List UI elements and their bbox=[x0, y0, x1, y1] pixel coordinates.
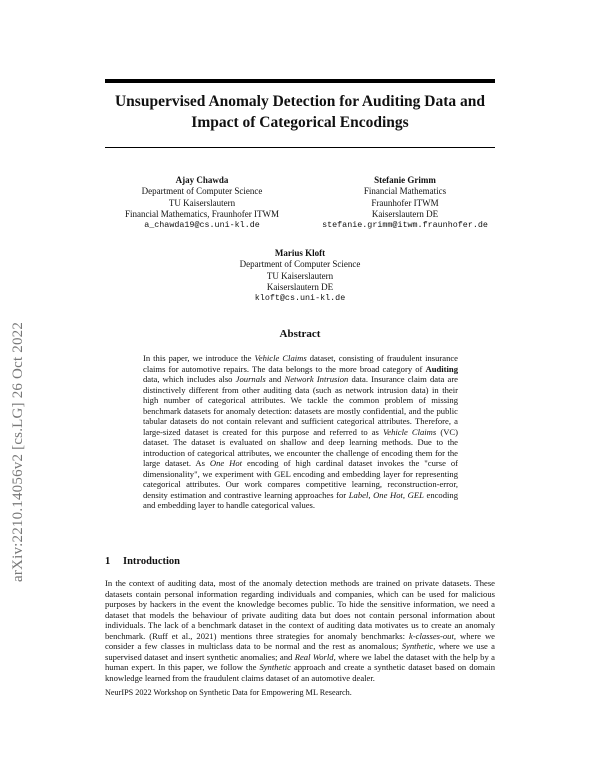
footer-note: NeurIPS 2022 Workshop on Synthetic Data for Empowering ML Research. bbox=[105, 688, 352, 697]
title-bottom-rule bbox=[105, 147, 495, 148]
author-affiliation: Fraunhofer ITWM bbox=[371, 197, 439, 208]
abstract-body: In this paper, we introduce the Vehicle Claims dataset, consisting of fraudulent insurance claims for automotive repairs. The data belongs to the more broad category of Auditing data, which includes also Journals and Network Intrusion data. Insurance claim data are distinctively different from other auditing data (such as network intrusion data) in their high number of categorical attributes. We tackle the common problem of missing benchmark datasets for anomaly detection: datasets are mostly confidential, and the public tabular datasets do not contain relevant and sufficient categorical attributes. Therefore, a large-sized dataset is created for this purpose and referred to as Vehicle Claims (VC) dataset. The dataset is evaluated on shallow and deep learning methods. Due to the introduction of categorical attributes, we encounter the challenge of encoding them for the large dataset. As One Hot encoding of high cardinal dataset invokes the "curse of dimensionality", we experiment with GEL encoding and embedding layer for representing categorical attributes. Our work compares competitive learning, reconstruction-error, density estimation and contrastive learning approaches for Label, One Hot, GEL encoding and embedding layer to handle categorical values. bbox=[143, 353, 459, 510]
section-title: Introduction bbox=[123, 556, 180, 567]
author-name: Ajay Chawda bbox=[175, 175, 229, 185]
abstract-heading: Abstract bbox=[279, 328, 321, 340]
author-name: Marius Kloft bbox=[274, 248, 326, 258]
author-email[interactable]: kloft@cs.uni-kl.de bbox=[254, 293, 346, 304]
author-affiliation: Department of Computer Science bbox=[239, 259, 361, 270]
section-heading bbox=[105, 556, 180, 567]
author-email[interactable]: a_chawda19@cs.uni-kl.de bbox=[144, 220, 260, 231]
introduction-body: In the context of auditing data, most of the anomaly detection methods are trained on private datasets. These datasets contain personal information regarding individuals and companies, which can be used for malicious purposes by hackers in the event the knowledge becomes public. To hide the sensitive information, we need a dataset that models the behaviour of private auditing data but does not contain personal information about individuals. The lack of a benchmark dataset in the context of auditing data motivates us to create an anomaly benchmark. (Ruff et al., 2021) mentions three strategies for anomaly benchmarks: k-classes-out, where we consider a few classes in multiclass data to be normal and the rest as anomalous; Synthetic, where we use a supervised dataset and insert synthetic anomalies; and Real World, where we label the dataset with the help by a human expert. In this paper, we follow the Synthetic approach and create a synthetic dataset based on domain knowledge learned from the fraudulent claims dataset of an automotive dealer. bbox=[105, 578, 496, 683]
paper-title: Unsupervised Anomaly Detection for Auditing Data and Impact of Categorical Encodings bbox=[114, 93, 486, 131]
arxiv-stamp: arXiv:2210.14056v2 [cs.LG] 26 Oct 2022 bbox=[10, 321, 26, 582]
section-number: 1 bbox=[105, 556, 111, 567]
author-affiliation: Kaiserslautern DE bbox=[371, 208, 439, 219]
author-name: Stefanie Grimm bbox=[374, 175, 436, 185]
author-affiliation: Financial Mathematics, Fraunhofer ITWM bbox=[125, 208, 279, 219]
title-top-rule bbox=[105, 79, 495, 83]
author-affiliation: Kaiserslautern DE bbox=[266, 281, 334, 292]
author-block bbox=[200, 248, 400, 304]
author-email[interactable]: stefanie.grimm@itwm.fraunhofer.de bbox=[322, 220, 488, 231]
author-affiliation: Financial Mathematics bbox=[363, 186, 447, 197]
author-affiliation: TU Kaiserslautern bbox=[168, 197, 236, 208]
author-affiliation: TU Kaiserslautern bbox=[266, 270, 334, 281]
author-block bbox=[112, 175, 292, 231]
author-affiliation: Department of Computer Science bbox=[141, 186, 263, 197]
author-block bbox=[305, 175, 505, 231]
